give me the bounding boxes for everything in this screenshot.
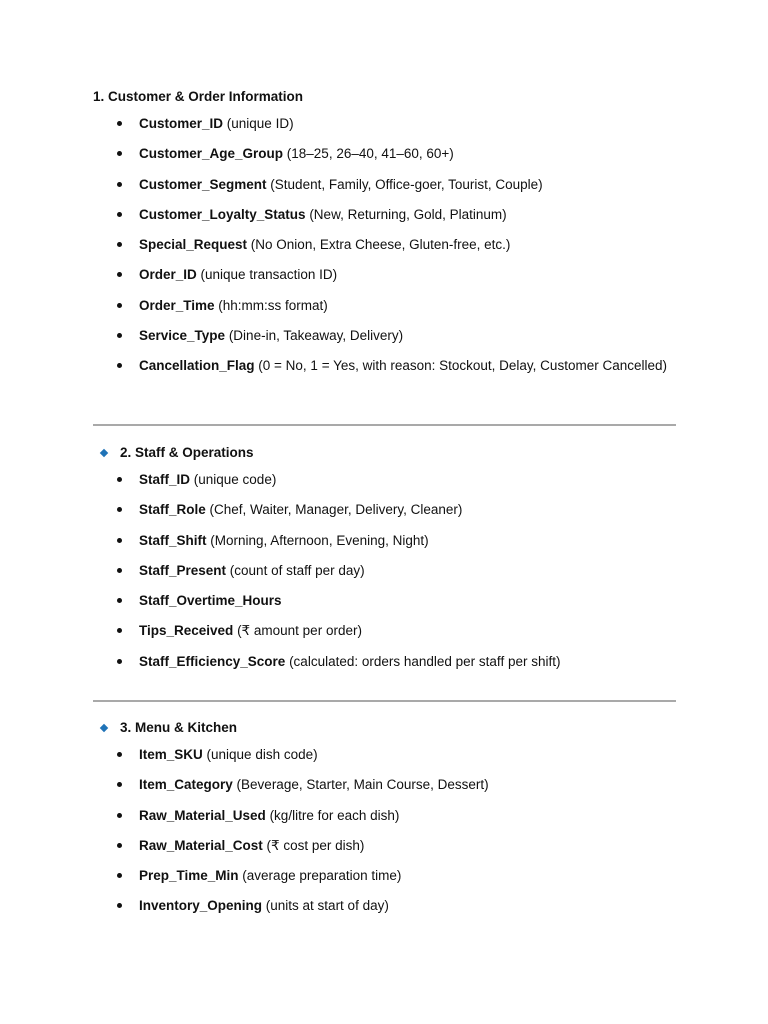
- field-name: Customer_Segment: [139, 176, 267, 192]
- field-name: Staff_Present: [139, 562, 227, 578]
- field-description: (No Onion, Extra Cheese, Gluten-free, etc.): [247, 237, 511, 253]
- field-description: (units at start of day): [262, 898, 389, 914]
- field-name: Customer_ID: [139, 116, 224, 131]
- section-divider: [93, 424, 676, 426]
- diamond-bullet-icon: [100, 723, 108, 731]
- list-item: [93, 234, 676, 255]
- field-description: (₹ amount per order): [233, 623, 362, 639]
- field-name: Staff_Overtime_Hours: [139, 593, 282, 609]
- list-item: [93, 143, 676, 164]
- field-description: (Morning, Afternoon, Evening, Night): [206, 532, 429, 548]
- section-divider: [93, 700, 676, 702]
- field-description: (unique code): [190, 472, 277, 487]
- field-description: (Dine-in, Takeaway, Delivery): [225, 328, 404, 344]
- field-name: Staff_Shift: [139, 532, 207, 548]
- field-description: (Student, Family, Office-goer, Tourist, Couple): [266, 176, 543, 192]
- field-description: (average preparation time): [238, 868, 402, 884]
- list-item: [93, 620, 676, 641]
- field-list: [93, 113, 676, 376]
- list-item: [93, 204, 676, 225]
- field-name: Prep_Time_Min: [139, 868, 239, 884]
- field-name: Item_Category: [139, 777, 233, 793]
- field-description: (Beverage, Starter, Main Course, Dessert): [232, 777, 489, 793]
- field-name: Customer_Loyalty_Status: [139, 206, 306, 222]
- field-name: Staff_Role: [139, 502, 206, 518]
- section-heading: [93, 444, 676, 461]
- field-name: Order_Time: [139, 297, 215, 313]
- field-description: (unique transaction ID): [196, 267, 338, 283]
- field-name: Special_Request: [139, 237, 248, 253]
- field-description: (unique dish code): [202, 747, 318, 762]
- section-menu-kitchen: [93, 719, 676, 926]
- field-description: (count of staff per day): [226, 562, 365, 578]
- field-description: (Chef, Waiter, Manager, Delivery, Cleaner): [205, 502, 463, 518]
- list-item: [93, 835, 676, 856]
- section-title: 3. Menu & Kitchen: [120, 720, 238, 735]
- field-name: Service_Type: [139, 328, 226, 344]
- section-title: 2. Staff & Operations: [120, 445, 254, 460]
- field-name: Cancellation_Flag: [139, 358, 255, 374]
- section-title: 1. Customer & Order Information: [93, 89, 304, 104]
- field-name: Staff_ID: [139, 472, 191, 487]
- section-heading: [93, 88, 676, 105]
- list-item: [93, 895, 676, 916]
- field-description: (kg/litre for each dish): [265, 807, 400, 823]
- field-description: (₹ cost per dish): [262, 837, 365, 853]
- field-name: Customer_Age_Group: [139, 146, 284, 162]
- field-description: (18–25, 26–40, 41–60, 60+): [283, 146, 454, 162]
- list-item: [93, 805, 676, 826]
- field-description: (hh:mm:ss format): [214, 297, 328, 313]
- field-name: Order_ID: [139, 267, 197, 283]
- field-description: (0 = No, 1 = Yes, with reason: Stockout, Delay, Customer Cancelled): [254, 358, 667, 374]
- list-item: [93, 499, 676, 520]
- list-item: [93, 560, 676, 581]
- field-description: (New, Returning, Gold, Platinum): [305, 206, 507, 222]
- section-heading: [93, 719, 676, 736]
- list-item: [93, 355, 676, 376]
- list-item: [93, 174, 676, 195]
- field-name: Raw_Material_Cost: [139, 837, 263, 853]
- list-item: [93, 325, 676, 346]
- section-staff-operations: [93, 444, 676, 681]
- field-description: (unique ID): [223, 116, 294, 131]
- field-name: Raw_Material_Used: [139, 807, 266, 823]
- list-item: [93, 530, 676, 551]
- section-customer-order: [93, 88, 676, 386]
- list-item: [93, 865, 676, 886]
- list-item: [93, 469, 676, 490]
- list-item: [93, 744, 676, 765]
- field-name: Staff_Efficiency_Score: [139, 653, 286, 669]
- field-list: [93, 744, 676, 916]
- list-item: [93, 295, 676, 316]
- list-item: [93, 113, 676, 134]
- list-item: [93, 590, 676, 611]
- field-description: (calculated: orders handled per staff per shift): [285, 653, 561, 669]
- field-name: Tips_Received: [139, 623, 234, 639]
- list-item: [93, 264, 676, 285]
- field-list: [93, 469, 676, 672]
- field-name: Item_SKU: [139, 747, 203, 762]
- list-item: [93, 774, 676, 795]
- field-name: Inventory_Opening: [139, 898, 263, 914]
- diamond-bullet-icon: [100, 448, 108, 456]
- list-item: [93, 651, 676, 672]
